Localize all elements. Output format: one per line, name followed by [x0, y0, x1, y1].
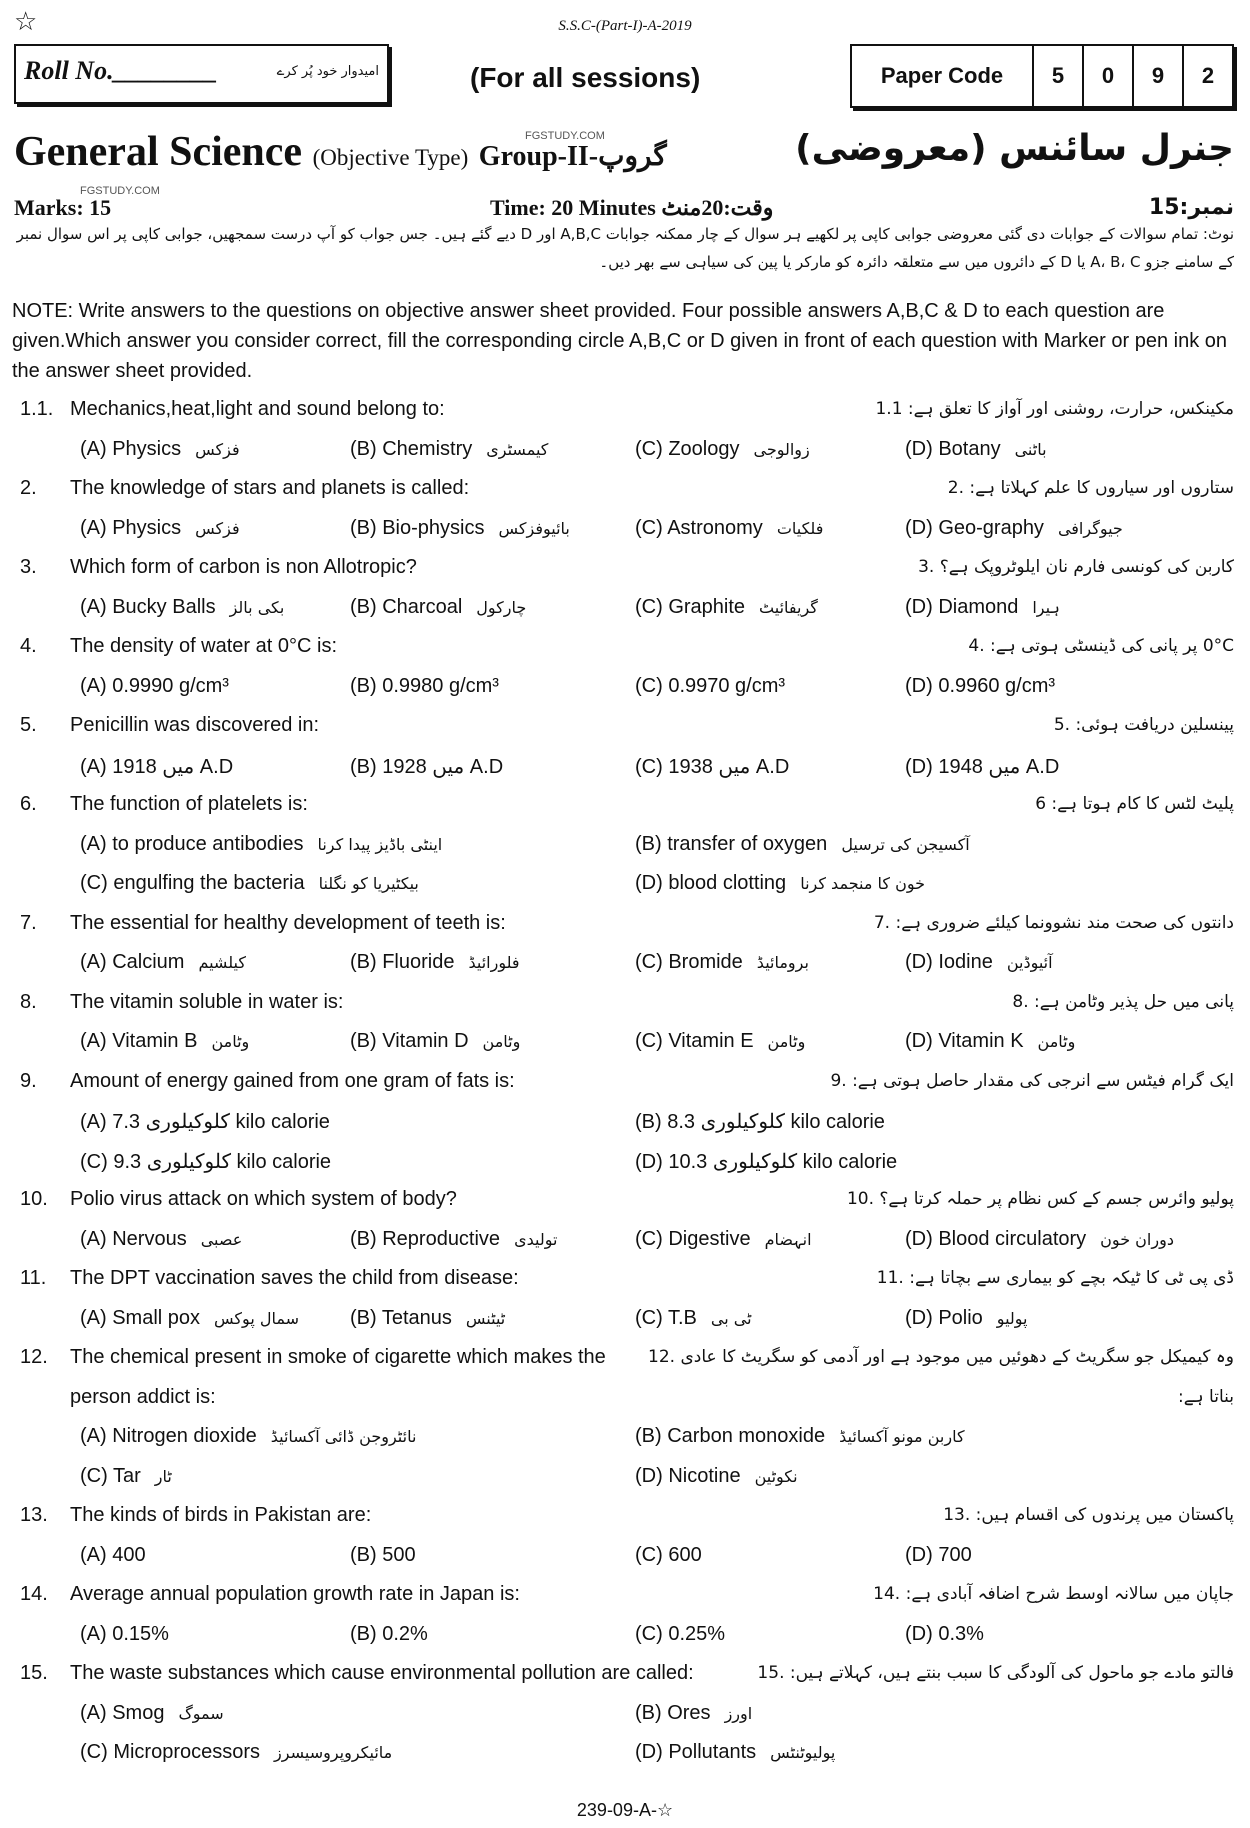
- option-english: (B) Carbon monoxide: [635, 1425, 826, 1447]
- options-row: [10, 1617, 1240, 1657]
- question-urdu: دانتوں کی صحت مند نشوونما کیلئے ضروری ہے: .7: [873, 912, 1234, 933]
- option-english: (A) میں 1918 A.D: [80, 755, 234, 778]
- option-urdu: پولیوٹنٹس: [770, 1743, 836, 1762]
- answer-option[interactable]: [905, 517, 1123, 540]
- option-english: (B) Chemistry: [350, 437, 473, 460]
- option-english: (B) 0.9980 g/cm³: [350, 674, 499, 697]
- options-row: [10, 1143, 1240, 1183]
- question-text: The kinds of birds in Pakistan are:: [70, 1504, 372, 1526]
- option-urdu: برومائیڈ: [756, 953, 809, 972]
- option-urdu: گریفائیٹ: [759, 597, 818, 617]
- options-row: [10, 432, 1240, 472]
- answer-option[interactable]: [635, 517, 823, 540]
- option-urdu: بکی بالز: [229, 597, 285, 617]
- answer-option[interactable]: [635, 1109, 885, 1134]
- answer-option[interactable]: [80, 675, 229, 698]
- option-english: (A) Calcium: [80, 951, 185, 973]
- answer-option[interactable]: [635, 1741, 835, 1764]
- option-english: (C) Vitamin E: [635, 1030, 754, 1052]
- question-text: Which form of carbon is non Allotropic?: [70, 556, 417, 578]
- answer-option[interactable]: [350, 1030, 520, 1053]
- option-english: (C) Tar: [80, 1464, 141, 1487]
- answer-option[interactable]: [80, 438, 240, 461]
- option-urdu: فزکس: [195, 439, 240, 459]
- answer-option[interactable]: [350, 596, 526, 619]
- question-number: 15.: [20, 1662, 48, 1684]
- option-urdu: ہیرا: [1032, 597, 1060, 617]
- question-number: 3.: [20, 556, 37, 578]
- option-urdu: عصبی: [200, 1229, 243, 1249]
- question-urdu: 0°C پر پانی کی ڈینسٹی ہوتی ہے: .4: [968, 636, 1234, 656]
- answer-option[interactable]: [905, 1228, 1174, 1251]
- option-urdu: پولیو: [996, 1308, 1028, 1328]
- option-english: (D) Nicotine: [635, 1464, 741, 1487]
- option-english: (B) Reproductive: [350, 1227, 501, 1250]
- answer-option[interactable]: [80, 1425, 416, 1448]
- option-urdu: دوران خون: [1100, 1229, 1174, 1249]
- question-text: The waste substances which cause environmental pollution are called:: [70, 1662, 694, 1684]
- option-english: (B) 0.2%: [350, 1622, 428, 1645]
- option-english: (C) Graphite: [635, 595, 746, 618]
- answer-option[interactable]: [635, 951, 809, 974]
- options-row: [10, 590, 1240, 630]
- paper-id: S.S.C-(Part-I)-A-2019: [558, 18, 692, 34]
- question-number: 6.: [20, 793, 37, 815]
- options-row: [10, 1419, 1240, 1459]
- footer-code: 239-09-A-☆: [576, 1800, 674, 1820]
- option-urdu: فزکس: [195, 518, 240, 538]
- question-row-continued: [10, 1380, 1240, 1420]
- question-text: The knowledge of stars and planets is called:: [70, 477, 470, 499]
- answer-option[interactable]: [80, 1623, 169, 1646]
- roll-urdu-label: امیدوار خود پُر کرے: [276, 64, 379, 79]
- options-row: [10, 669, 1240, 709]
- question-number: 10.: [20, 1188, 48, 1210]
- options-row: [10, 1301, 1240, 1341]
- paper-code-digit: 0: [1082, 46, 1132, 106]
- options-row: [10, 1024, 1240, 1064]
- question-row: [10, 906, 1240, 946]
- question-number: 8.: [20, 990, 37, 1013]
- option-english: (D) Botany: [905, 437, 1001, 460]
- question-row: [10, 708, 1240, 748]
- option-urdu: جیوگرافی: [1057, 518, 1123, 538]
- answer-option[interactable]: [80, 1149, 331, 1174]
- question-text: Average annual population growth rate in Japan is:: [70, 1583, 520, 1605]
- option-english: (C) Zoology: [635, 437, 740, 460]
- answer-option[interactable]: [635, 833, 970, 856]
- option-english: (A) Vitamin B: [80, 1030, 198, 1052]
- option-english: (C) 0.9970 g/cm³: [635, 674, 786, 697]
- urdu-note: نوٹ: تمام سوالات کے جوابات دی گئی معروضی جوابی کاپی پر لکھیے ہر سوال کے چار ممکنہ جوابات A,B,C اور D دیے گئے ہیں۔ جس جواب کو آپ درست سمجھیں، جوابی کاپی پر اس سوال نمبر کے سامنے جزو A، B، C یا D کے دائروں میں سے متعلقہ دائرہ کو مارکر یا پین کی سیاہی سے بھر دیں۔: [16, 225, 1234, 271]
- options-row: [10, 748, 1240, 788]
- question-number: 1.1.: [20, 398, 54, 420]
- option-urdu: کاربن مونو آکسائیڈ: [839, 1427, 965, 1446]
- question-row: [10, 1261, 1240, 1301]
- option-urdu: چارکول: [476, 597, 527, 617]
- urdu-marks-label: نمبر:15: [1148, 195, 1234, 220]
- option-english: (D) Polio: [905, 1306, 983, 1329]
- options-row: [10, 1222, 1240, 1262]
- option-english: (B) Vitamin D: [350, 1030, 469, 1052]
- question-text: The vitamin soluble in water is:: [70, 990, 344, 1013]
- answer-option[interactable]: [905, 1030, 1075, 1053]
- answer-option[interactable]: [350, 951, 520, 974]
- answer-option[interactable]: [905, 438, 1047, 461]
- answer-option[interactable]: [635, 754, 789, 779]
- question-urdu: پانی میں حل پذیر وٹامن ہے: .8: [1012, 991, 1234, 1012]
- option-urdu: انہضام: [764, 1229, 812, 1249]
- options-row: [10, 827, 1240, 867]
- answer-option[interactable]: [905, 1307, 1027, 1330]
- answer-option[interactable]: [80, 754, 233, 779]
- option-english: (B) Bio-physics: [350, 516, 485, 539]
- paper-code-box: [850, 44, 1234, 108]
- question-number: 9.: [20, 1069, 37, 1092]
- answer-option[interactable]: [350, 438, 548, 461]
- question-text: Penicillin was discovered in:: [70, 714, 320, 736]
- answer-option[interactable]: [635, 1228, 812, 1251]
- question-text: Amount of energy gained from one gram of fats is:: [70, 1069, 515, 1092]
- answer-option[interactable]: [80, 1741, 392, 1764]
- option-english: (D) کلوکیلوری 10.3 kilo calorie: [635, 1150, 898, 1173]
- answer-option[interactable]: [80, 833, 442, 856]
- option-english: (C) Astronomy: [635, 516, 763, 539]
- option-english: (C) 0.25%: [635, 1622, 726, 1645]
- watermark: FGSTUDY.COM: [525, 130, 605, 142]
- option-english: (B) کلوکیلوری 8.3 kilo calorie: [635, 1111, 885, 1133]
- option-english: (D) میں 1948 A.D: [905, 755, 1060, 778]
- option-english: (A) Nervous: [80, 1227, 187, 1250]
- question-text: Mechanics,heat,light and sound belong to:: [70, 398, 445, 420]
- option-english: (A) کلوکیلوری 7.3 kilo calorie: [80, 1111, 330, 1133]
- options-row: [10, 1538, 1240, 1578]
- answer-option[interactable]: [80, 1544, 146, 1567]
- question-row: [10, 1182, 1240, 1222]
- option-urdu: فلورائیڈ: [468, 953, 520, 972]
- subject-title: General Science: [14, 129, 303, 175]
- question-number: 7.: [20, 911, 37, 934]
- option-english: (B) 500: [350, 1543, 416, 1566]
- answer-option[interactable]: [635, 1465, 798, 1488]
- question-urdu: کاربن کی کونسی فارم نان ایلوٹروپک ہے؟ .3: [918, 557, 1234, 577]
- star-icon: ☆: [14, 6, 38, 36]
- question-text: The density of water at 0°C is:: [70, 635, 338, 657]
- answer-option[interactable]: [905, 1544, 972, 1567]
- answer-option[interactable]: [80, 1109, 330, 1134]
- option-urdu: وٹامن: [211, 1032, 250, 1051]
- option-english: (D) Blood circulatory: [905, 1227, 1087, 1250]
- question-row: [10, 392, 1240, 432]
- question-row: [10, 1064, 1240, 1104]
- option-english: (D) Diamond: [905, 595, 1019, 618]
- option-english: (B) میں 1928 A.D: [350, 755, 504, 778]
- question-number: 13.: [20, 1504, 48, 1526]
- option-english: (A) 400: [80, 1543, 146, 1566]
- options-row: [10, 1459, 1240, 1499]
- option-english: (D) Pollutants: [635, 1741, 757, 1763]
- option-english: (C) T.B: [635, 1306, 697, 1329]
- answer-option[interactable]: [635, 1307, 752, 1330]
- answer-option[interactable]: [350, 1544, 416, 1567]
- answer-option[interactable]: [80, 1030, 249, 1053]
- options-row: [10, 945, 1240, 985]
- answer-option[interactable]: [350, 1228, 557, 1251]
- option-english: (C) کلوکیلوری 9.3 kilo calorie: [80, 1150, 332, 1173]
- roll-label: Roll No.________: [24, 56, 218, 85]
- answer-option[interactable]: [635, 872, 925, 895]
- option-english: (A) Bucky Balls: [80, 595, 216, 618]
- option-english: (D) Geo-graphy: [905, 516, 1044, 539]
- option-urdu: آکسیجن کی ترسیل: [841, 834, 970, 854]
- answer-option[interactable]: [80, 1465, 172, 1488]
- answer-option[interactable]: [350, 754, 503, 779]
- answer-option[interactable]: [635, 1149, 897, 1174]
- answer-option[interactable]: [350, 517, 570, 540]
- question-row: [10, 985, 1240, 1025]
- options-row: [10, 1696, 1240, 1736]
- option-urdu: کیمسٹری: [486, 439, 549, 459]
- option-english: (B) transfer of oxygen: [635, 832, 828, 855]
- title-subtype: (Objective Type): [312, 145, 469, 170]
- question-row: [10, 1577, 1240, 1617]
- answer-option[interactable]: [635, 1623, 725, 1646]
- answer-option[interactable]: [80, 517, 240, 540]
- question-row: [10, 471, 1240, 511]
- question-urdu: پاکستان میں پرندوں کی اقسام ہیں: .13: [943, 1505, 1234, 1525]
- answer-option[interactable]: [635, 596, 818, 619]
- answer-option[interactable]: [905, 1623, 984, 1646]
- question-number: 4.: [20, 635, 37, 657]
- option-english: (D) 700: [905, 1543, 972, 1566]
- option-english: (A) Physics: [80, 437, 182, 460]
- option-urdu: ٹار: [154, 1466, 172, 1486]
- option-english: (D) Iodine: [905, 951, 993, 973]
- question-number: 12.: [20, 1346, 48, 1368]
- option-english: (D) 0.3%: [905, 1622, 984, 1645]
- option-urdu: وٹامن: [1037, 1032, 1076, 1051]
- answer-option[interactable]: [905, 754, 1059, 779]
- option-english: (A) Physics: [80, 516, 182, 539]
- question-text: The function of platelets is:: [70, 793, 308, 815]
- option-urdu: نائٹروجن ڈائی آکسائیڈ: [270, 1427, 417, 1446]
- option-urdu: نکوٹین: [754, 1466, 798, 1486]
- option-urdu: باٹنی: [1014, 439, 1047, 459]
- question-urdu-continued: بناتا ہے:: [1177, 1386, 1234, 1407]
- option-english: (A) Small pox: [80, 1306, 201, 1329]
- answer-option[interactable]: [635, 1702, 752, 1725]
- option-english: (D) 0.9960 g/cm³: [905, 674, 1056, 697]
- question-number: 11.: [20, 1267, 47, 1289]
- option-english: (A) Smog: [80, 1701, 165, 1724]
- option-english: (C) 600: [635, 1543, 702, 1566]
- option-urdu: سموگ: [178, 1703, 224, 1723]
- option-urdu: مائیکروپروسیسرز: [274, 1743, 393, 1762]
- question-number: 14.: [20, 1583, 48, 1605]
- roll-number-box: [14, 44, 389, 104]
- question-number: 5.: [20, 714, 37, 736]
- option-urdu: فلکیات: [776, 518, 824, 538]
- question-text: The DPT vaccination saves the child from disease:: [70, 1267, 519, 1289]
- answer-option[interactable]: [350, 1307, 505, 1330]
- option-english: (C) Bromide: [635, 951, 743, 973]
- paper-code-label: Paper Code: [880, 63, 1004, 88]
- question-urdu: ستاروں اور سیاروں کا علم کہلاتا ہے: .2: [947, 478, 1234, 498]
- option-urdu: خون کا منجمد کرنا: [800, 874, 925, 893]
- group-label: Group-II-گروپ: [478, 141, 667, 172]
- answer-option[interactable]: [635, 1030, 805, 1053]
- answer-option[interactable]: [635, 438, 810, 461]
- question-row: [10, 629, 1240, 669]
- answer-option[interactable]: [80, 1702, 224, 1725]
- options-row: [10, 866, 1240, 906]
- answer-option[interactable]: [80, 951, 246, 974]
- question-urdu: پینسلین دریافت ہوئی: .5: [1053, 715, 1234, 735]
- option-urdu: ٹی بی: [710, 1308, 752, 1328]
- option-english: (A) 0.15%: [80, 1622, 169, 1645]
- option-english: (D) Vitamin K: [905, 1030, 1024, 1052]
- answer-option[interactable]: [350, 1623, 428, 1646]
- option-english: (C) Microprocessors: [80, 1741, 261, 1763]
- option-urdu: سمال پوکس: [214, 1308, 300, 1328]
- question-row: [10, 1656, 1240, 1696]
- option-urdu: زوالوجی: [753, 439, 810, 459]
- options-row: [10, 511, 1240, 551]
- question-text: The chemical present in smoke of cigarette which makes the: [70, 1346, 606, 1368]
- options-row: [10, 1103, 1240, 1143]
- urdu-title: جنرل سائنس (معروضی): [795, 128, 1234, 169]
- option-english: (B) Tetanus: [350, 1306, 452, 1329]
- question-urdu: مکینکس، حرارت، روشنی اور آواز کا تعلق ہے: 1.1: [875, 399, 1234, 419]
- answer-option[interactable]: [905, 675, 1055, 698]
- question-urdu: ایک گرام فیٹس سے انرجی کی مقدار حاصل ہوتی ہے: .9: [830, 1070, 1234, 1091]
- paper-code-digit: 5: [1032, 46, 1082, 106]
- question-text: The essential for healthy development of teeth is:: [70, 911, 506, 934]
- question-urdu: جاپان میں سالانہ اوسط شرح اضافہ آبادی ہے: .14: [873, 1584, 1234, 1604]
- answer-option[interactable]: [80, 1228, 242, 1251]
- answer-option[interactable]: [80, 1307, 299, 1330]
- answer-option[interactable]: [635, 1425, 965, 1448]
- answer-option[interactable]: [905, 951, 1053, 974]
- option-english: (A) 0.9990 g/cm³: [80, 674, 229, 697]
- paper-code-digit: 2: [1182, 46, 1232, 106]
- answer-option[interactable]: [80, 596, 284, 619]
- option-english: (A) to produce antibodies: [80, 832, 304, 855]
- option-urdu: ٹیٹنس: [465, 1308, 506, 1328]
- english-note: NOTE: Write answers to the questions on objective answer sheet provided. Four possible answers A,B,C & D to each question are given.Which answer you consider correct, fill the corresponding circle A,B,C or D given in front of each question with Marker or pen ink on the answer sheet provided.: [12, 300, 1228, 382]
- option-urdu: آئیوڈین: [1006, 953, 1053, 972]
- question-text-continued: person addict is:: [70, 1385, 216, 1408]
- question-urdu: پلیٹ لٹس کا کام ہوتا ہے: 6: [1035, 794, 1234, 814]
- option-urdu: بائیوفزکس: [498, 518, 570, 538]
- option-urdu: کیلشیم: [198, 953, 246, 972]
- watermark: FGSTUDY.COM: [80, 185, 160, 197]
- option-english: (D) blood clotting: [635, 872, 787, 894]
- answer-option[interactable]: [635, 675, 785, 698]
- answer-option[interactable]: [905, 596, 1060, 619]
- question-list: [10, 392, 1240, 1775]
- option-urdu: اورز: [724, 1703, 753, 1723]
- option-english: (A) Nitrogen dioxide: [80, 1425, 257, 1447]
- answer-option[interactable]: [635, 1544, 702, 1567]
- answer-option[interactable]: [80, 872, 419, 895]
- answer-option[interactable]: [350, 675, 499, 698]
- option-english: (B) Charcoal: [350, 595, 463, 618]
- question-urdu: ڈی پی ٹی کا ٹیکہ بچے کو بیماری سے بچاتا ہے: .11: [876, 1268, 1234, 1288]
- options-row: [10, 1735, 1240, 1775]
- sessions-label: (For all sessions): [470, 62, 701, 93]
- option-english: (B) Ores: [635, 1701, 711, 1724]
- option-urdu: بیکٹیریا کو نگلنا: [318, 874, 419, 893]
- question-number: 2.: [20, 477, 37, 499]
- question-row: [10, 1498, 1240, 1538]
- option-urdu: تولیدی: [514, 1229, 558, 1249]
- question-row: [10, 787, 1240, 827]
- question-urdu: فالتو مادے جو ماحول کی آلودگی کا سبب بنتے ہیں، کہلاتے ہیں: .15: [757, 1663, 1234, 1683]
- paper-code-digit: 9: [1132, 46, 1182, 106]
- question-urdu: پولیو وائرس جسم کے کس نظام پر حملہ کرتا ہے؟ .10: [846, 1189, 1234, 1209]
- option-english: (C) engulfing the bacteria: [80, 872, 305, 894]
- option-urdu: اینٹی باڈیز پیدا کرنا: [317, 834, 443, 854]
- question-urdu: وہ کیمیکل جو سگریٹ کے دھوئیں میں موجود ہے اور آدمی کو سگریٹ کا عادی .12: [648, 1347, 1234, 1367]
- option-english: (C) Digestive: [635, 1227, 751, 1250]
- marks-label: Marks: 15: [14, 195, 112, 220]
- time-label: Time: 20 Minutes وقت:20منٹ: [490, 195, 774, 220]
- question-text: Polio virus attack on which system of body?: [70, 1188, 457, 1210]
- option-english: (B) Fluoride: [350, 951, 455, 973]
- question-row: [10, 550, 1240, 590]
- option-urdu: وٹامن: [767, 1032, 806, 1051]
- option-english: (C) میں 1938 A.D: [635, 755, 790, 778]
- question-row: [10, 1340, 1240, 1380]
- option-urdu: وٹامن: [482, 1032, 521, 1051]
